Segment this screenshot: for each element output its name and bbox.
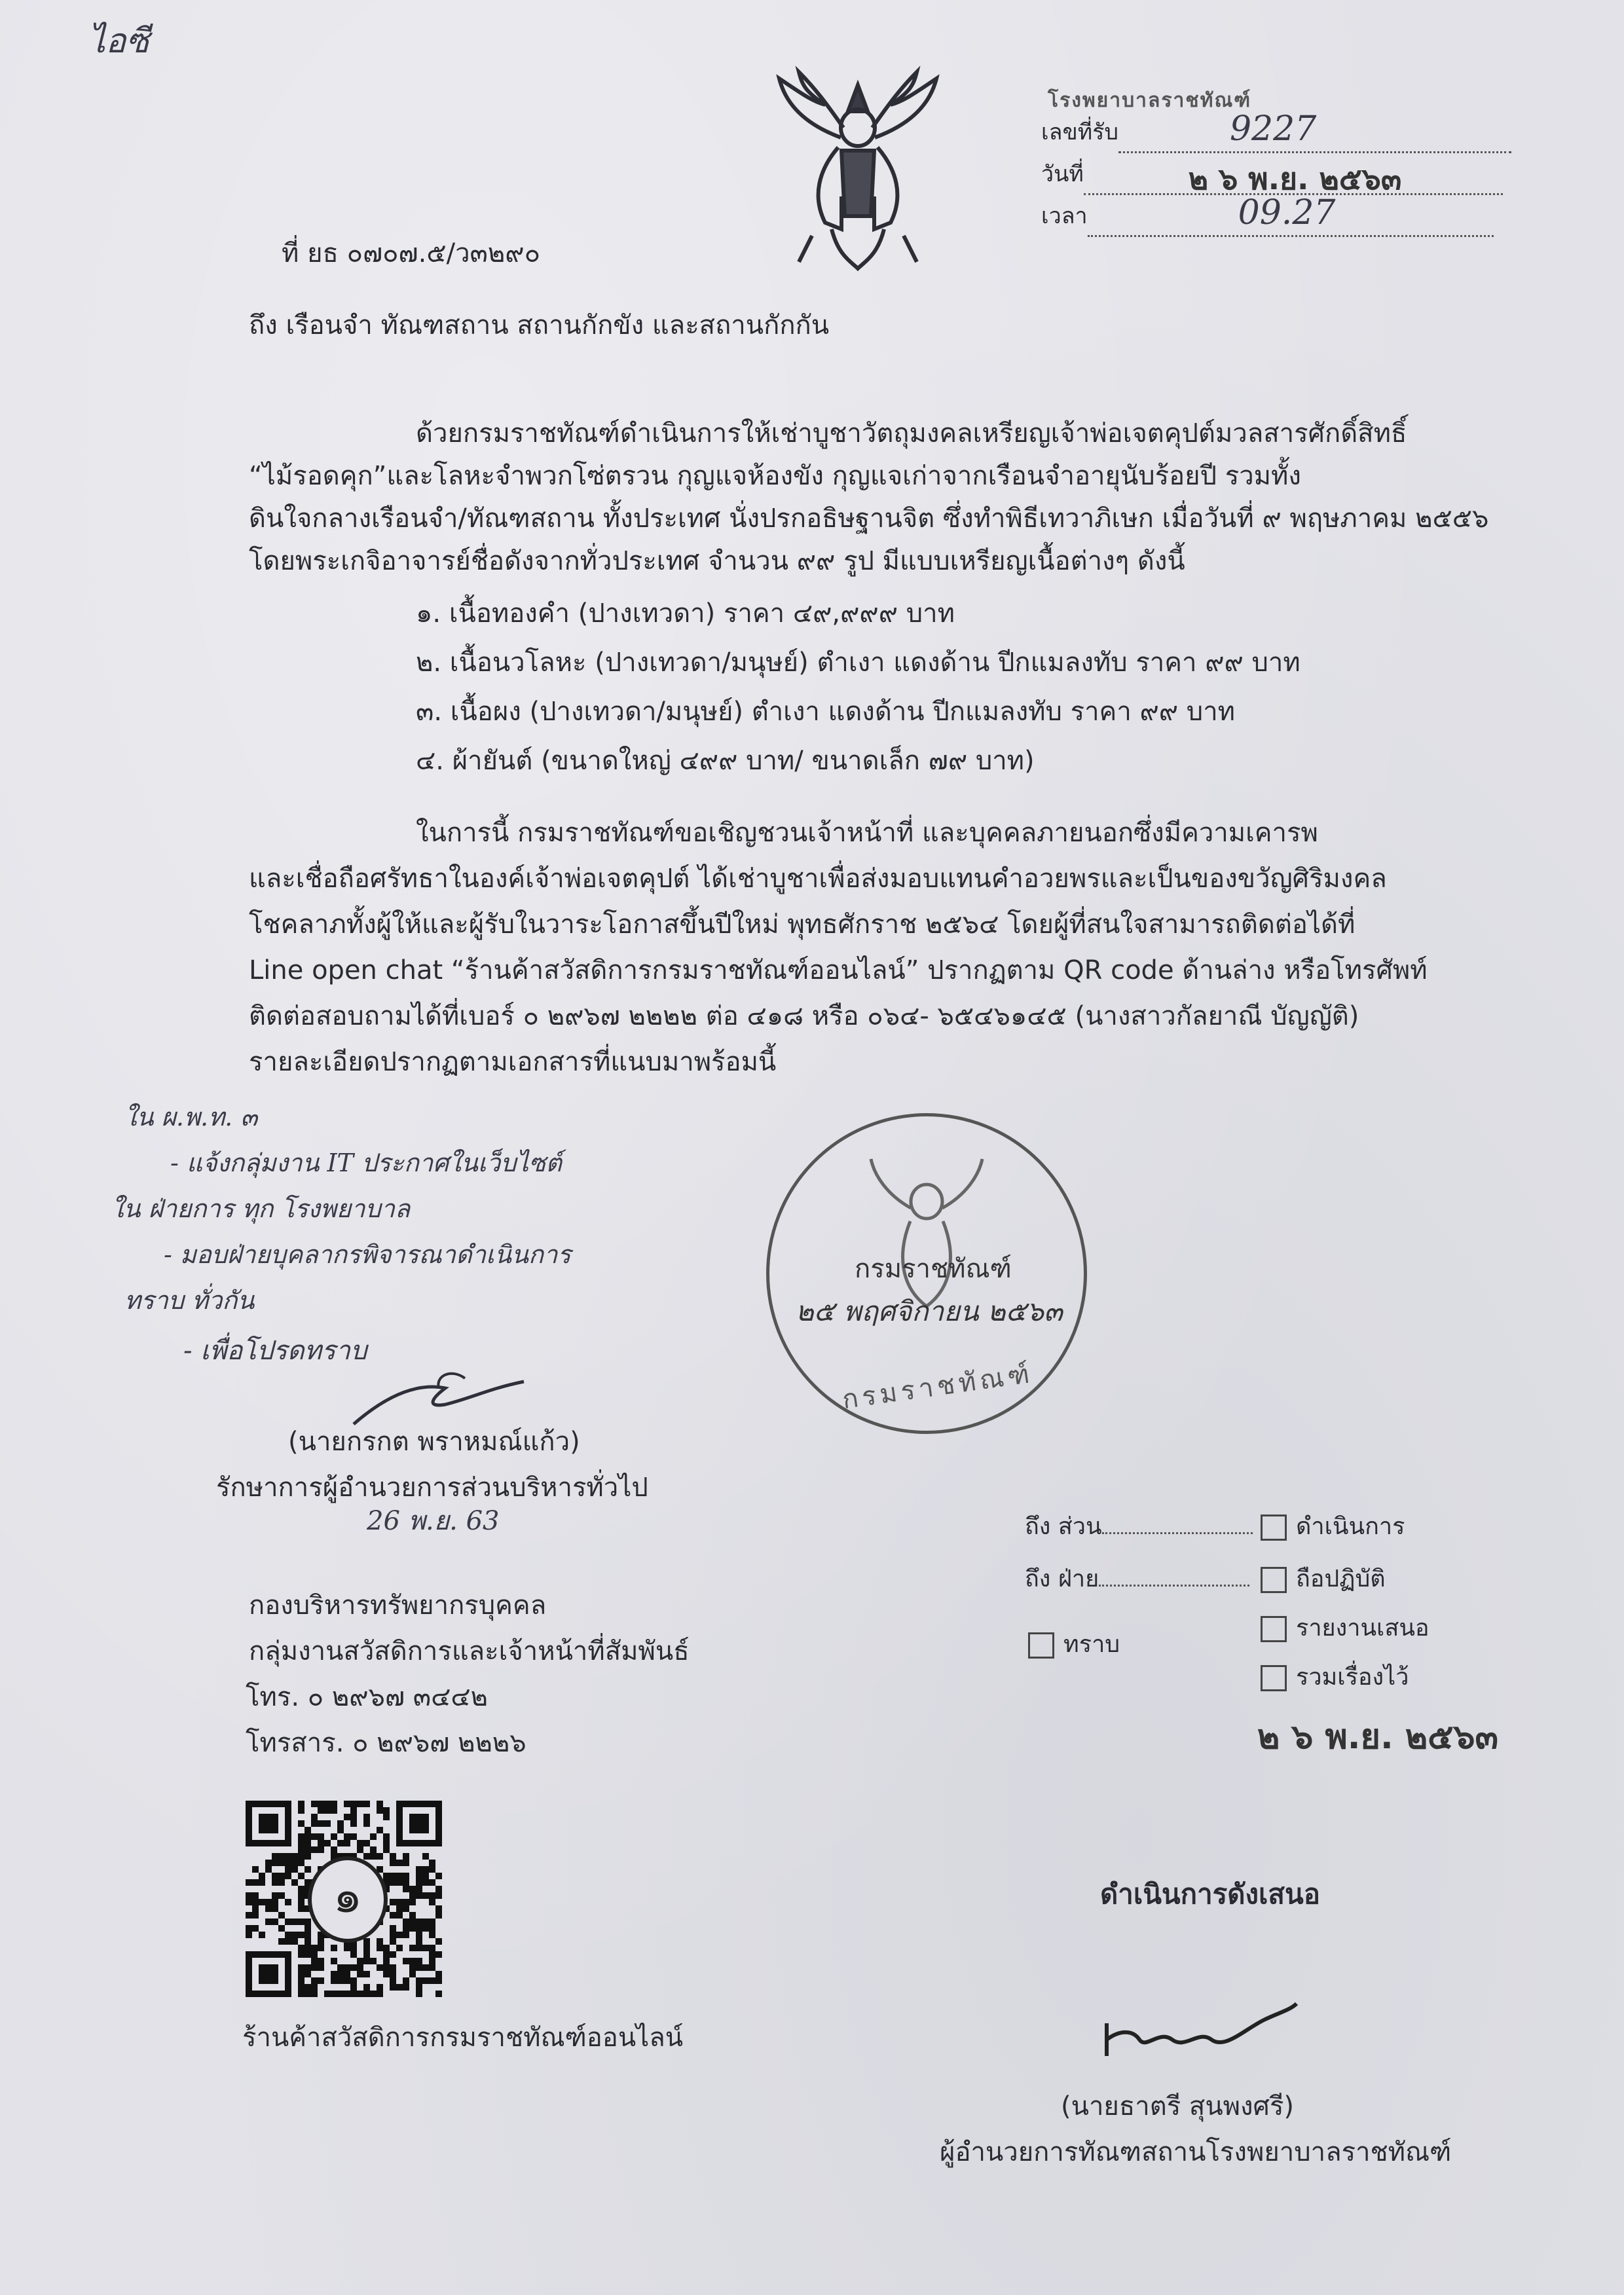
paragraph-line: โชคลาภทั้งผู้ให้และผู้รับในวาระโอกาสขึ้นปีใหม่ พุทธศักราช ๒๕๖๔ โดยผู้ที่สนใจสามารถติดต่อได้ที่ — [249, 909, 1356, 940]
signer-2-name: (นายธาตรี สุนพงศรี) — [1061, 2091, 1295, 2121]
checkbox[interactable] — [1261, 1616, 1287, 1642]
qr-code[interactable] — [246, 1801, 442, 1997]
receipt-row — [1041, 195, 1494, 237]
routing-row — [1025, 1558, 1249, 1600]
paragraph-line: ในการนี้ กรมราชทัณฑ์ขอเชิญชวนเจ้าหน้าที่ และบุคคลภายนอกซึ่งมีความเคารพ — [416, 818, 1318, 848]
receipt-row — [1041, 111, 1511, 153]
receipt-label: วันที่ — [1041, 161, 1084, 187]
paragraph-line: ด้วยกรมราชทัณฑ์ดำเนินการให้เช่าบูชาวัตถุมงคลเหรียญเจ้าพ่อเจตคุปต์มวลสารศักดิ์สิทธิ์ — [416, 418, 1407, 449]
receipt-number: 9227 — [1229, 109, 1317, 149]
checkbox[interactable] — [1028, 1632, 1054, 1659]
seal-date: ๒๕ พฤศจิกายน ๒๕๖๓ — [796, 1295, 1063, 1327]
checkbox[interactable] — [1261, 1515, 1287, 1541]
handwritten-note: - เพื่อโปรดทราบ — [183, 1336, 367, 1366]
corner-mark: ไอซี — [88, 22, 149, 61]
receipt-org-label: โรงพยาบาลราชทัณฑ์ — [1048, 89, 1252, 112]
garuda-emblem-icon — [766, 65, 950, 275]
official-seal — [766, 1113, 1087, 1434]
handwritten-note: - มอบฝ่ายบุคลากรพิจารณาดำเนินการ — [164, 1240, 571, 1269]
signer-2-title: ผู้อำนวยการทัณฑสถานโรงพยาบาลราชทัณฑ์ — [940, 2137, 1452, 2167]
qr-caption: ร้านค้าสวัสดิการกรมราชทัณฑ์ออนไลน์ — [242, 2023, 684, 2053]
paragraph-line: ดินใจกลางเรือนจำ/ทัณฑสถาน ทั้งประเทศ นั่งปรกอธิษฐานจิต ซึ่งทำพิธีเทวาภิเษก เมื่อวันที่ ๙ พฤษภาคม ๒๕๕๖ — [249, 504, 1489, 534]
paragraph-line: Line open chat “ร้านค้าสวัสดิการกรมราชทัณฑ์ออนไลน์” ปรากฏตาม QR code ด้านล่าง หรือโทรศัพท์ — [249, 955, 1428, 985]
action-note: ดำเนินการดังเสนอ — [1100, 1878, 1320, 1910]
document-number: ที่ ยธ ๐๗๐๗.๕/ว๓๒๙๐ — [282, 238, 540, 268]
sender-group: กลุ่มงานสวัสดิการและเจ้าหน้าที่สัมพันธ์ — [249, 1636, 690, 1666]
checkbox[interactable] — [1261, 1665, 1287, 1691]
list-item: ๓. เนื้อผง (ปางเทวดา/มนุษย์) ตำเงา แดงด้าน ปีกแมลงทับ ราคา ๙๙ บาท — [416, 697, 1236, 727]
addressee: ถึง เรือนจำ ทัณฑสถาน สถานกักขัง และสถานกักกัน — [249, 310, 830, 340]
handwritten-note: ใน ผ.พ.ท. ๓ — [124, 1103, 258, 1131]
handwritten-note: - แจ้งกลุ่มงาน IT ประกาศในเว็บไซต์ — [170, 1148, 562, 1177]
signer-1-date-note: 26 พ.ย. 63 — [367, 1506, 500, 1536]
routing-label: ถึง ฝ่าย — [1025, 1566, 1099, 1592]
seal-org: กรมราชทัณฑ์ — [855, 1254, 1012, 1284]
list-item: ๒. เนื้อนวโลหะ (ปางเทวดา/มนุษย์) ตำเงา แดงด้าน ปีกแมลงทับ ราคา ๙๙ บาท — [416, 648, 1301, 678]
routing-stamp-date: ๒ ๖ พ.ย. ๒๕๖๓ — [1257, 1717, 1499, 1757]
routing-option: ถือปฏิบัติ — [1261, 1558, 1386, 1600]
paragraph-line: รายละเอียดปรากฏตามเอกสารที่แนบมาพร้อมนี้ — [249, 1047, 777, 1077]
receipt-date: ๒ ๖ พ.ย. ๒๕๖๓ — [1188, 161, 1402, 196]
paragraph-line: โดยพระเกจิอาจารย์ชื่อดังจากทั่วประเทศ จำนวน ๙๙ รูป มีแบบเหรียญเนื้อต่างๆ ดังนี้ — [249, 546, 1185, 576]
qr-center-digit: ๑ — [308, 1856, 388, 1943]
list-item: ๔. ผ้ายันต์ (ขนาดใหญ่ ๔๙๙ บาท/ ขนาดเล็ก ๗๙ บาท) — [416, 746, 1035, 776]
receipt-label: เลขที่รับ — [1041, 119, 1118, 145]
paragraph-line: และเชื่อถือศรัทธาในองค์เจ้าพ่อเจตคุปต์ ได้เช่าบูชาเพื่อส่งมอบแทนคำอวยพรและเป็นของขวัญศิริมงคล — [249, 864, 1387, 894]
routing-ack: ทราบ — [1028, 1624, 1120, 1666]
sender-fax: โทรสาร. ๐ ๒๙๖๗ ๒๒๒๖ — [246, 1728, 526, 1758]
routing-row — [1025, 1506, 1253, 1548]
routing-option: รายงานเสนอ — [1261, 1607, 1430, 1649]
paragraph-line: ติดต่อสอบถามได้ที่เบอร์ ๐ ๒๙๖๗ ๒๒๒๒ ต่อ ๔๑๘ หรือ ๐๖๔- ๖๕๔๖๑๔๕ (นางสาวกัลยาณี บัญญัติ) — [249, 1001, 1359, 1031]
handwritten-note: ใน ฝ่ายการ ทุก โรงพยาบาล — [111, 1194, 411, 1223]
receipt-label: เวลา — [1041, 203, 1088, 229]
signer-1-name: (นายกรกต พราหมณ์แก้ว) — [288, 1427, 580, 1457]
sender-tel: โทร. ๐ ๒๙๖๗ ๓๔๔๒ — [246, 1682, 488, 1712]
handwritten-note: ทราบ ทั่วกัน — [124, 1286, 255, 1315]
checkbox[interactable] — [1261, 1567, 1287, 1593]
receipt-time: 09.27 — [1238, 193, 1336, 232]
paragraph-line: “ไม้รอดคุก”และโลหะจำพวกโซ่ตรวน กุญแจห้องขัง กุญแจเก่าจากเรือนจำอายุนับร้อยปี รวมทั้ง — [249, 461, 1301, 491]
routing-label: ถึง ส่วน — [1025, 1513, 1102, 1540]
signature-2-icon — [1094, 1984, 1303, 2063]
seal-ring-text: กรมราชทัณฑ์ — [840, 1358, 1035, 1416]
signer-1-title: รักษาการผู้อำนวยการส่วนบริหารทั่วไป — [216, 1473, 648, 1503]
receipt-row — [1041, 153, 1503, 195]
sender-division: กองบริหารทรัพยากรบุคคล — [249, 1590, 547, 1621]
routing-option: ดำเนินการ — [1261, 1506, 1405, 1548]
routing-option: รวมเรื่องไว้ — [1261, 1657, 1409, 1698]
list-item: ๑. เนื้อทองคำ (ปางเทวดา) ราคา ๔๙,๙๙๙ บาท — [416, 598, 955, 629]
